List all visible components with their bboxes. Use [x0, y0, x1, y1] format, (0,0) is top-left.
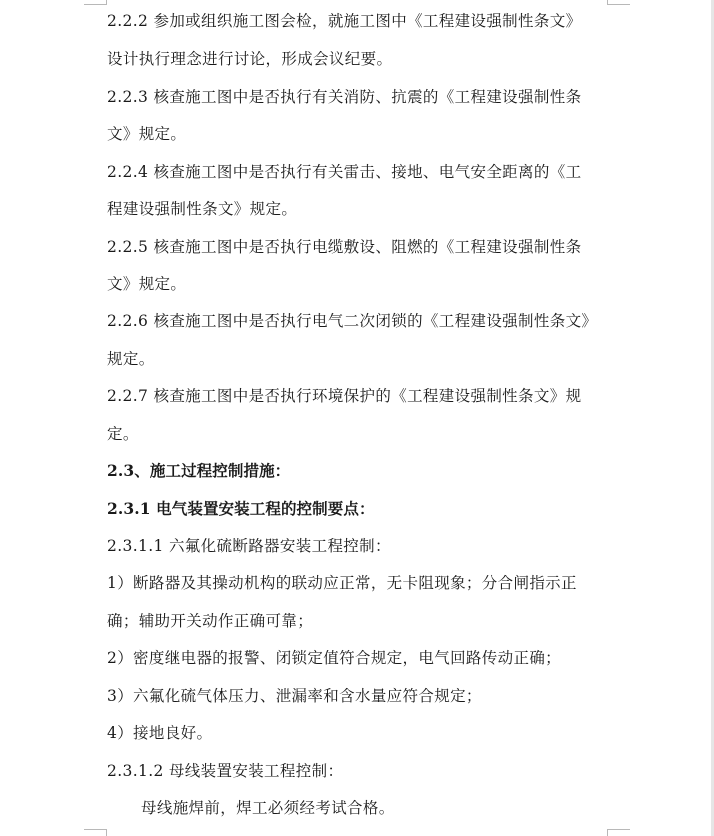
paragraph-busbar-welding: 母线施焊前，焊工必须经考试合格。: [141, 799, 395, 817]
paragraph-2-2-3-line-1: 2.2.3 核查施工图中是否执行有关消防、抗震的《工程建设强制性条: [107, 88, 582, 106]
paragraph-2-2-2-line-2: 设计执行理念进行讨论，形成会议纪要。: [107, 50, 393, 68]
list-item-1-line-1: 1）断路器及其操动机构的联动应正常，无卡阻现象；分合闸指示正: [107, 574, 577, 592]
paragraph-2-2-6-line-1: 2.2.6 核查施工图中是否执行电气二次闭锁的《工程建设强制性条文》: [107, 312, 598, 330]
paragraph-2-2-4-line-2: 程建设强制性条文》规定。: [107, 200, 298, 218]
list-item-3: 3）六氟化硫气体压力、泄漏率和含水量应符合规定；: [107, 687, 482, 705]
crop-mark-top-left: [106, 0, 107, 5]
paragraph-2-2-5-line-2: 文》规定。: [107, 275, 187, 293]
subsection-heading-2-3-1-2: 2.3.1.2 母线装置安装工程控制：: [107, 762, 344, 780]
crop-mark-bottom-left: [84, 829, 106, 830]
crop-mark-top-right: [608, 4, 630, 5]
paragraph-2-2-7-line-2: 定。: [107, 425, 139, 443]
crop-mark-top-left: [84, 4, 106, 5]
subsection-heading-2-3-1-1: 2.3.1.1 六氟化硫断路器安装工程控制：: [107, 537, 391, 555]
crop-mark-bottom-right: [607, 829, 608, 836]
list-item-2: 2）密度继电器的报警、闭锁定值符合规定，电气回路传动正确；: [107, 649, 562, 667]
list-item-1-line-2: 确；辅助开关动作正确可靠；: [107, 612, 314, 630]
paragraph-2-2-7-line-1: 2.2.7 核查施工图中是否执行环境保护的《工程建设强制性条文》规: [107, 387, 582, 405]
paragraph-2-2-4-line-1: 2.2.4 核查施工图中是否执行有关雷击、接地、电气安全距离的《工: [107, 163, 582, 181]
section-heading-2-3-1: 2.3.1 电气装置安装工程的控制要点：: [107, 499, 375, 518]
crop-mark-top-right: [607, 0, 608, 5]
paragraph-2-2-5-line-1: 2.2.5 核查施工图中是否执行电缆敷设、阻燃的《工程建设强制性条: [107, 238, 582, 256]
paragraph-2-2-2-line-1: 2.2.2 参加或组织施工图会检，就施工图中《工程建设强制性条文》: [107, 12, 582, 30]
list-item-4: 4）接地良好。: [107, 724, 213, 742]
crop-mark-bottom-left: [106, 829, 107, 836]
crop-mark-bottom-right: [608, 829, 630, 830]
section-heading-2-3: 2.3、施工过程控制措施：: [107, 461, 291, 480]
paragraph-2-2-6-line-2: 规定。: [107, 350, 155, 368]
paragraph-2-2-3-line-2: 文》规定。: [107, 125, 187, 143]
